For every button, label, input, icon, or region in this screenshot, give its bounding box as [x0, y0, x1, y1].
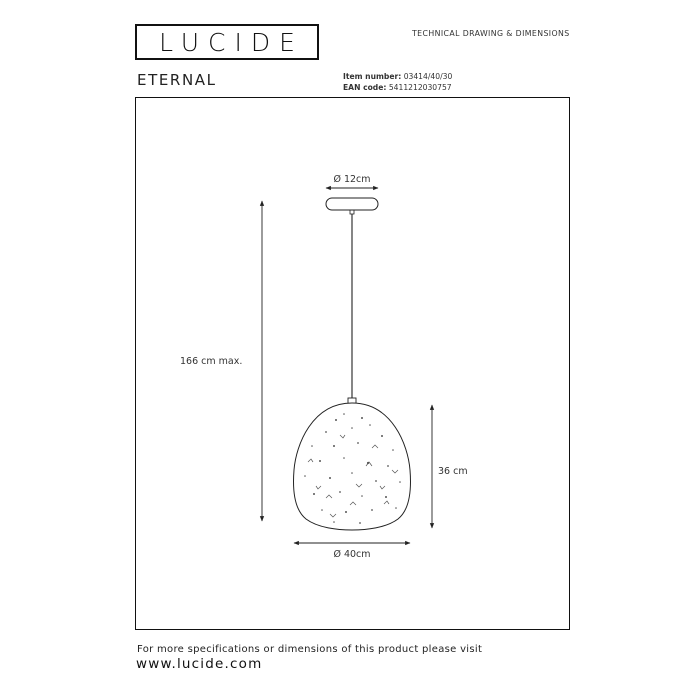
canopy — [326, 198, 378, 210]
footer-note: For more specifications or dimensions of this product please visit — [137, 644, 483, 655]
item-number-value: 03414/40/30 — [403, 72, 453, 81]
document-type: TECHNICAL DRAWING & DIMENSIONS — [412, 29, 570, 38]
item-number-label: Item number: — [343, 72, 402, 81]
website-link[interactable]: www.lucide.com — [136, 656, 263, 672]
cord-clamp — [350, 210, 354, 214]
ean-value: 5411212030757 — [388, 83, 452, 92]
shade-height-label: 36 cm — [438, 466, 468, 477]
ean-label: EAN code: — [343, 83, 387, 92]
total-height-label: 166 cm max. — [180, 356, 243, 367]
product-name: ETERNAL — [137, 71, 217, 89]
pendant-shade — [294, 403, 411, 530]
canopy-diameter-label: Ø 12cm — [333, 174, 371, 185]
shade-diameter-label: Ø 40cm — [333, 549, 371, 560]
logo-text: LUCIDE — [159, 27, 304, 57]
